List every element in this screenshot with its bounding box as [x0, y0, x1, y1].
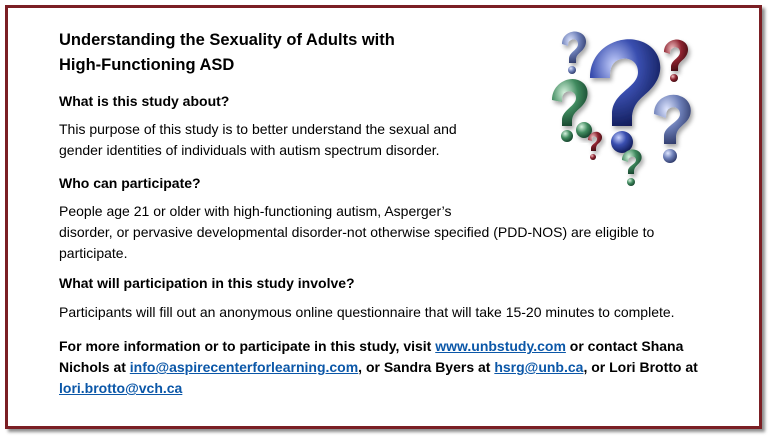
big-blue-question-icon: [590, 39, 660, 126]
big-blue-dot-icon: [611, 131, 633, 153]
contact-text-4: , or Lori Brotto at: [583, 359, 698, 375]
involve-heading: What will participation in this study involve?: [59, 275, 355, 291]
contact-info: [59, 336, 699, 399]
about-line-1: This purpose of this study is to better understand the sexual and: [59, 121, 457, 137]
aspire-email-link[interactable]: info@aspirecenterforlearning.com: [129, 359, 359, 375]
contact-text-3: , or Sandra Byers at: [358, 359, 495, 375]
about-heading: What is this study about?: [59, 93, 230, 109]
contact-text-1: For more information or to participate in this study, visit: [59, 338, 436, 354]
who-line-3: participate.: [59, 245, 128, 261]
question-marks-illustration: [548, 26, 698, 192]
vch-email-link[interactable]: lori.brotto@vch.ca: [59, 380, 183, 396]
who-line-1: People age 21 or older with high-functioning autism, Asperger’s: [59, 203, 452, 219]
unbstudy-link[interactable]: www.unbstudy.com: [435, 338, 566, 354]
who-heading: Who can participate?: [59, 175, 201, 191]
green-question-icon: [552, 79, 588, 126]
contact-text-2: or contact Shana Nichols at: [59, 338, 684, 375]
about-text: [59, 119, 457, 161]
small-green-question-icon: [622, 149, 642, 174]
who-line-2: disorder, or pervasive developmental disorder-not otherwise specified (PDD-NOS) are eligible to: [59, 224, 655, 240]
small-blue-question-icon: [562, 32, 586, 64]
slate-question-icon: [654, 95, 691, 144]
about-line-2: gender identities of individuals with autism spectrum disorder.: [59, 142, 440, 158]
small-red-question-icon: [588, 132, 602, 151]
red-question-icon: [664, 40, 688, 72]
unb-email-link[interactable]: hsrg@unb.ca: [494, 359, 584, 375]
title-line-2: High-Functioning ASD: [59, 56, 235, 74]
involve-text: Participants will fill out an anonymous online questionnaire that will take 15-20 minutes to complete.: [59, 304, 675, 320]
title-line-1: Understanding the Sexuality of Adults with: [59, 31, 395, 49]
flyer-title: [59, 28, 489, 78]
who-text: [59, 201, 654, 264]
